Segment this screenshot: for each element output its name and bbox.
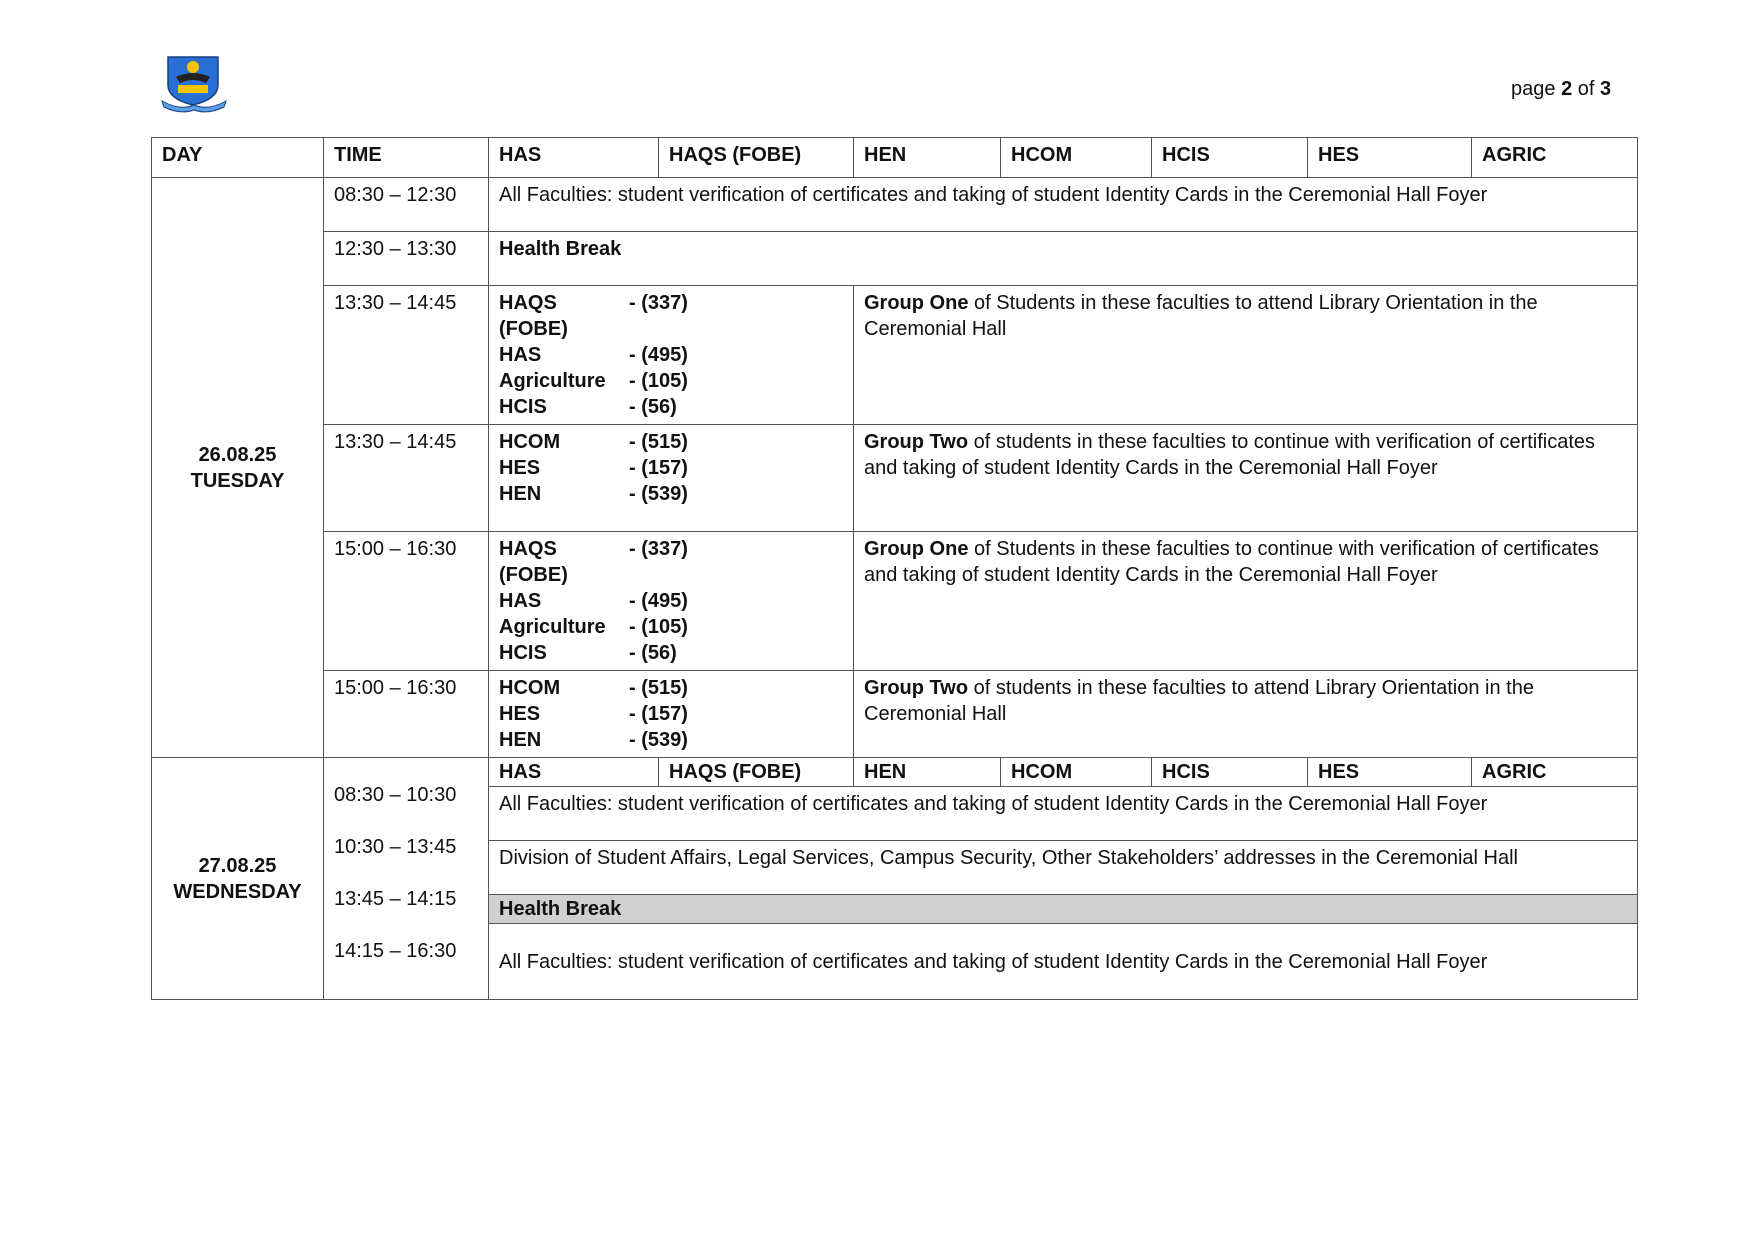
time-cell: 15:00 – 16:30	[324, 532, 489, 671]
faculty-count	[499, 701, 843, 727]
faculty-name: Agriculture	[499, 616, 606, 638]
faculty-name: HAQS (FOBE)	[499, 292, 568, 340]
table-row	[152, 232, 1638, 286]
group-label: Group One	[864, 538, 969, 560]
day-date: 26.08.25	[198, 443, 277, 466]
sub-header-haqs: HAQS (FOBE)	[659, 758, 854, 787]
faculty-count	[499, 536, 843, 588]
sub-header-agric: AGRIC	[1472, 758, 1638, 787]
activity-text: of Students in these faculties to attend Library Orientation in the Ceremonial Hall	[864, 292, 1538, 340]
faculty-student-count: - (105)	[629, 370, 688, 392]
day-date: 27.08.25	[198, 854, 277, 877]
health-break-cell: Health Break	[489, 895, 1638, 924]
activity-cell: All Faculties: student verification of certificates and taking of student Identity Cards in the Ceremonial Hall Foyer	[489, 178, 1638, 232]
faculty-student-count: - (539)	[629, 729, 688, 751]
table-row	[152, 286, 1638, 425]
header-row	[152, 138, 1638, 178]
faculty-group-list	[489, 425, 854, 532]
faculty-student-count: - (56)	[629, 642, 677, 664]
faculty-student-count: - (157)	[629, 457, 688, 479]
day-cell-tuesday	[152, 178, 324, 758]
col-header-agric: AGRIC	[1472, 138, 1638, 178]
sub-header-hen: HEN	[854, 758, 1001, 787]
faculty-name: HCIS	[499, 642, 547, 664]
activity-text: of students in these faculties to continue with verification of certificates and taking of student Identity Cards in the Ceremonial Hall Foyer	[864, 431, 1596, 479]
faculty-count	[499, 588, 843, 614]
time-label: 08:30 – 10:30	[334, 784, 457, 806]
faculty-count	[499, 455, 843, 481]
faculty-student-count: - (515)	[629, 677, 688, 699]
faculty-group-list	[489, 532, 854, 671]
time-label: 13:45 – 14:15	[334, 888, 457, 910]
faculty-count	[499, 290, 843, 342]
activity-cell: All Faculties: student verification of certificates and taking of student Identity Cards in the Ceremonial Hall Foyer	[489, 924, 1638, 1000]
col-header-has: HAS	[489, 138, 659, 178]
faculty-count	[499, 481, 843, 507]
col-header-hcom: HCOM	[1001, 138, 1152, 178]
faculty-name: HEN	[499, 483, 542, 505]
faculty-name: HAS	[499, 590, 542, 612]
group-label: Group Two	[864, 677, 969, 699]
col-header-day: DAY	[152, 138, 324, 178]
faculty-count	[499, 675, 843, 701]
faculty-name: HES	[499, 703, 541, 725]
subheader-row	[152, 758, 1638, 787]
faculty-count	[499, 394, 843, 420]
page-number: page 2 of 3	[1511, 78, 1612, 100]
col-header-time: TIME	[324, 138, 489, 178]
schedule-table	[151, 137, 1638, 1000]
faculty-count	[499, 429, 843, 455]
day-cell-wednesday	[152, 758, 324, 1000]
faculty-student-count: - (539)	[629, 483, 688, 505]
table-row	[152, 532, 1638, 671]
activity-cell	[854, 532, 1638, 671]
faculty-group-list	[489, 671, 854, 758]
activity-cell	[854, 425, 1638, 532]
group-label: Group One	[864, 292, 969, 314]
time-stack-cell	[324, 758, 489, 1000]
health-break-cell: Health Break	[489, 232, 1638, 286]
group-label: Group Two	[864, 431, 969, 453]
faculty-count	[499, 727, 843, 753]
table-row	[152, 425, 1638, 532]
col-header-hen: HEN	[854, 138, 1001, 178]
col-header-hcis: HCIS	[1152, 138, 1308, 178]
faculty-student-count: - (495)	[629, 590, 688, 612]
col-header-haqs: HAQS (FOBE)	[659, 138, 854, 178]
activity-cell	[854, 286, 1638, 425]
faculty-count	[499, 640, 843, 666]
faculty-name: Agriculture	[499, 370, 606, 392]
faculty-student-count: - (337)	[629, 538, 688, 560]
time-label: 10:30 – 13:45	[334, 836, 457, 858]
activity-text: of Students in these faculties to continue with verification of certificates and taking of student Identity Cards in the Ceremonial Hall Foyer	[864, 538, 1599, 586]
faculty-name: HCOM	[499, 431, 561, 453]
faculty-name: HEN	[499, 729, 542, 751]
col-header-hes: HES	[1308, 138, 1472, 178]
time-cell: 13:30 – 14:45	[324, 286, 489, 425]
time-label: 14:15 – 16:30	[334, 940, 457, 962]
faculty-name: HCIS	[499, 396, 547, 418]
faculty-student-count: - (105)	[629, 616, 688, 638]
sub-header-hcis: HCIS	[1152, 758, 1308, 787]
day-weekday: WEDNESDAY	[173, 880, 302, 903]
time-cell: 12:30 – 13:30	[324, 232, 489, 286]
faculty-name: HAS	[499, 344, 542, 366]
faculty-name: HES	[499, 457, 541, 479]
activity-cell	[854, 671, 1638, 758]
activity-text: of students in these faculties to attend Library Orientation in the Ceremonial Hall	[864, 677, 1534, 725]
faculty-count	[499, 342, 843, 368]
time-cell: 15:00 – 16:30	[324, 671, 489, 758]
activity-cell: Division of Student Affairs, Legal Services, Campus Security, Other Stakeholders’ addresses in the Ceremonial Hall	[489, 841, 1638, 895]
faculty-student-count: - (515)	[629, 431, 688, 453]
sub-header-has: HAS	[489, 758, 659, 787]
time-cell: 13:30 – 14:45	[324, 425, 489, 532]
day-weekday: TUESDAY	[190, 469, 285, 492]
faculty-count	[499, 368, 843, 394]
faculty-student-count: - (337)	[629, 292, 688, 314]
faculty-student-count: - (495)	[629, 344, 688, 366]
faculty-name: HAQS (FOBE)	[499, 538, 568, 586]
activity-cell: All Faculties: student verification of certificates and taking of student Identity Cards in the Ceremonial Hall Foyer	[489, 787, 1638, 841]
sub-header-hcom: HCOM	[1001, 758, 1152, 787]
faculty-name: HCOM	[499, 677, 561, 699]
table-row	[152, 178, 1638, 232]
faculty-student-count: - (56)	[629, 396, 677, 418]
faculty-student-count: - (157)	[629, 703, 688, 725]
faculty-count	[499, 614, 843, 640]
sub-header-hes: HES	[1308, 758, 1472, 787]
university-crest-logo	[160, 55, 228, 113]
table-row	[152, 671, 1638, 758]
time-cell: 08:30 – 12:30	[324, 178, 489, 232]
faculty-group-list	[489, 286, 854, 425]
